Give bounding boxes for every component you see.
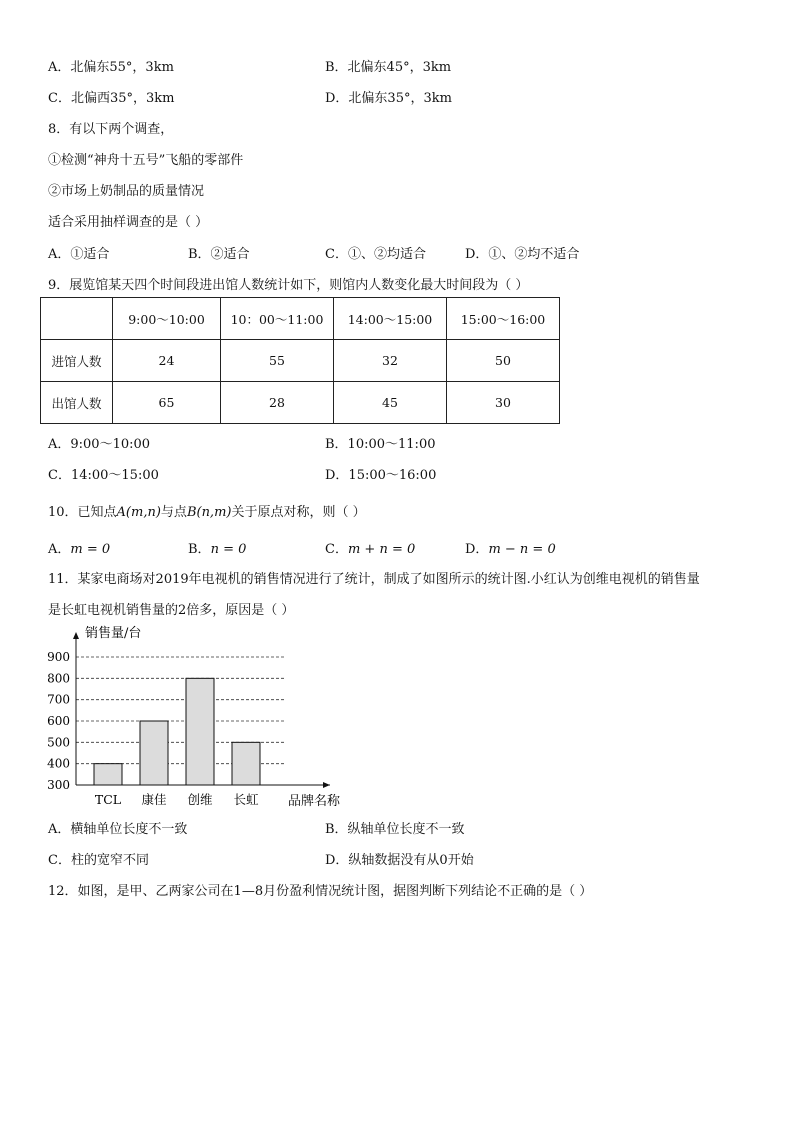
table-header-cell: 15:00～16:00 <box>447 298 560 340</box>
q7-option-b: B．北偏东45°，3km <box>325 60 452 75</box>
table-cell: 45 <box>334 382 447 424</box>
table-cell: 24 <box>113 340 221 382</box>
table-header-cell: 9:00～10:00 <box>113 298 221 340</box>
bar-3 <box>232 742 260 785</box>
bar-2 <box>186 678 214 785</box>
table-row <box>41 340 560 382</box>
q8-item-1: ①检测“神舟十五号”飞船的零部件 <box>48 153 244 168</box>
q10-option-a <box>48 538 110 557</box>
chart-y-ticks <box>47 650 70 792</box>
chart-bars <box>94 678 260 785</box>
q8-option-a: A．①适合 <box>48 247 110 262</box>
q10-stem-post: 关于原点对称，则（ ） <box>231 505 366 520</box>
q10-option-d <box>465 538 556 557</box>
q10-option-b <box>188 538 246 557</box>
table-cell: 32 <box>334 340 447 382</box>
option-label: C． <box>325 542 348 557</box>
option-math: m + n = 0 <box>347 542 416 557</box>
y-tick-label: 500 <box>47 735 70 750</box>
q11-bar-chart <box>40 620 360 812</box>
q8-option-d: D．①、②均不适合 <box>465 247 580 262</box>
table-cell: 50 <box>447 340 560 382</box>
table-row <box>41 382 560 424</box>
row-label: 进馆人数 <box>41 340 113 382</box>
x-axis-arrow <box>323 782 330 788</box>
option-math: n = 0 <box>210 542 247 557</box>
y-tick-label: 800 <box>47 671 70 686</box>
table-cell: 30 <box>447 382 560 424</box>
q12-stem: 12．如图，是甲、乙两家公司在1—8月份盈利情况统计图，据图判断下列结论不正确的是（ ） <box>48 884 593 899</box>
q9-table <box>40 297 560 424</box>
table-header-cell <box>41 298 113 340</box>
x-tick-label: 创维 <box>187 792 213 807</box>
q8-item-2: ②市场上奶制品的质量情况 <box>48 184 205 199</box>
bar-0 <box>94 764 122 785</box>
q7-option-c: C．北偏西35°，3km <box>48 91 175 106</box>
x-tick-label: TCL <box>94 792 122 807</box>
y-tick-label: 400 <box>47 756 70 771</box>
q11-option-a: A．横轴单位长度不一致 <box>48 822 188 837</box>
bar-1 <box>140 721 168 785</box>
q8-option-c: C．①、②均适合 <box>325 247 426 262</box>
q8-ask: 适合采用抽样调查的是（ ） <box>48 215 209 230</box>
row-label: 出馆人数 <box>41 382 113 424</box>
q9-stem: 9．展览馆某天四个时间段进出馆人数统计如下，则馆内人数变化最大时间段为（ ） <box>48 278 529 293</box>
option-label: B． <box>188 542 211 557</box>
q9-option-d: D．15:00～16:00 <box>325 468 437 483</box>
q8-stem: 8．有以下两个调查， <box>48 122 174 137</box>
table-header-row <box>41 298 560 340</box>
option-label: A． <box>48 542 71 557</box>
y-tick-label: 300 <box>47 778 70 792</box>
q10-stem-mid: 与点 <box>160 505 187 520</box>
y-tick-label: 900 <box>47 650 70 664</box>
q10-point-b: B(n,m) <box>186 505 232 520</box>
q10-stem <box>48 501 366 520</box>
table-cell: 55 <box>221 340 334 382</box>
q11-option-d: D．纵轴数据没有从0开始 <box>325 853 474 868</box>
option-label: D． <box>465 542 489 557</box>
chart-x-axis-label: 品牌名称 <box>288 794 341 809</box>
table-header-cell: 10：00～11:00 <box>221 298 334 340</box>
q9-option-c: C．14:00～15:00 <box>48 468 159 483</box>
y-tick-label: 700 <box>47 692 70 707</box>
q7-option-a: A．北偏东55°，3km <box>48 60 174 75</box>
q11-stem-line-2: 是长虹电视机销售量的2倍多，原因是（ ） <box>48 603 295 618</box>
x-tick-label: 康佳 <box>141 792 167 807</box>
option-math: m − n = 0 <box>488 542 556 557</box>
table-header-cell: 14:00～15:00 <box>334 298 447 340</box>
chart-y-axis-label: 销售量/台 <box>85 626 142 641</box>
y-tick-label: 600 <box>47 714 70 728</box>
q10-stem-pre: 10．已知点 <box>48 505 117 520</box>
q9-option-a: A．9:00～10:00 <box>48 437 151 452</box>
chart-x-ticks <box>95 792 259 807</box>
q10-point-a: A(m,n) <box>116 505 161 520</box>
q11-option-b: B．纵轴单位长度不一致 <box>325 822 465 837</box>
q9-option-b: B．10:00～11:00 <box>325 437 436 452</box>
option-math: m = 0 <box>70 542 111 557</box>
table-cell: 28 <box>221 382 334 424</box>
q7-option-d: D．北偏东35°，3km <box>325 91 452 106</box>
y-axis-arrow <box>73 632 79 639</box>
q11-stem-line-1: 11．某家电商场对2019年电视机的销售情况进行了统计，制成了如图所示的统计图.小红认为创维电视机的销售量 <box>48 572 700 587</box>
q10-option-c <box>325 538 415 557</box>
table-cell: 65 <box>113 382 221 424</box>
q8-option-b: B．②适合 <box>188 247 250 262</box>
q11-option-c: C．柱的宽窄不同 <box>48 853 149 868</box>
x-tick-label: 长虹 <box>233 792 259 807</box>
